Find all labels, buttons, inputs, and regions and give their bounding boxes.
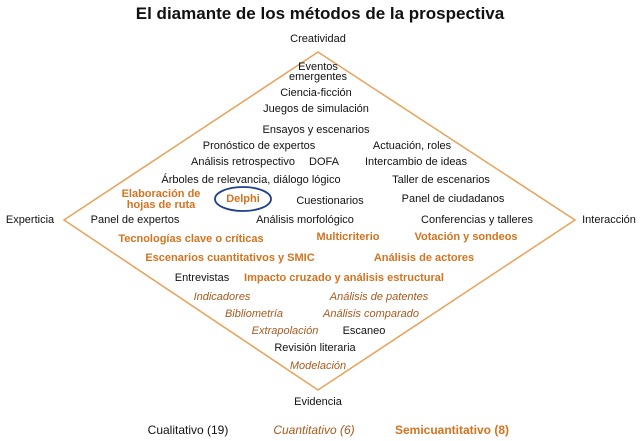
- method-elaboracion-hojas-ruta-line2: hojas de ruta: [126, 199, 196, 211]
- method-eventos: Eventos: [298, 61, 338, 73]
- method-taller-escenarios: Taller de escenarios: [392, 174, 490, 186]
- method-escaneo: Escaneo: [342, 325, 386, 337]
- axis-top-creatividad: Creatividad: [290, 33, 346, 45]
- method-modelacion: Modelación: [289, 360, 347, 372]
- method-arboles-relevancia: Árboles de relevancia, diálogo lógico: [161, 174, 341, 186]
- method-impacto-cruzado: Impacto cruzado y análisis estructural: [244, 272, 444, 284]
- method-actuacion-roles: Actuación, roles: [372, 140, 452, 152]
- method-panel-expertos: Panel de expertos: [90, 214, 180, 226]
- method-votacion-sondeos: Votación y sondeos: [414, 231, 518, 243]
- method-intercambio-ideas: Intercambio de ideas: [364, 156, 468, 168]
- legend-cualitativo: Cualitativo (19): [147, 423, 229, 437]
- method-entrevistas: Entrevistas: [174, 272, 230, 284]
- method-analisis-actores: Análisis de actores: [373, 252, 475, 264]
- method-emergentes: emergentes: [288, 71, 348, 83]
- axis-bottom-evidencia: Evidencia: [294, 396, 342, 408]
- method-escenarios-smic: Escenarios cuantitativos y SMIC: [145, 252, 315, 264]
- method-ciencia-ficcion: Ciencia-ficción: [280, 87, 352, 99]
- method-tecnologias-clave: Tecnologías clave o críticas: [118, 233, 264, 245]
- method-analisis-comparado: Análisis comparado: [323, 308, 419, 320]
- method-indicadores: Indicadores: [193, 291, 251, 303]
- method-cuestionarios: Cuestionarios: [296, 195, 364, 207]
- method-analisis-retrospectivo: Análisis retrospectivo: [191, 156, 295, 168]
- axis-right-interaccion: Interacción: [582, 214, 636, 226]
- method-extrapolacion: Extrapolación: [251, 325, 319, 337]
- method-delphi: Delphi: [226, 193, 260, 205]
- method-pronostico-expertos: Pronóstico de expertos: [202, 140, 316, 152]
- method-conferencias-talleres: Conferencias y talleres: [421, 214, 533, 226]
- method-juegos-simulacion: Juegos de simulación: [263, 103, 369, 115]
- method-multicriterio: Multicriterio: [316, 231, 380, 243]
- axis-left-experticia: Experticia: [5, 214, 55, 226]
- method-analisis-patentes: Análisis de patentes: [329, 291, 429, 303]
- method-analisis-morfologico: Análisis morfológico: [256, 214, 354, 226]
- legend-semicuantitativo: Semicuantitativo (8): [394, 423, 510, 437]
- method-revision-literaria: Revisión literaria: [274, 342, 356, 354]
- method-panel-ciudadanos: Panel de ciudadanos: [401, 193, 505, 205]
- method-elaboracion-hojas-ruta-line1: Elaboración de: [121, 188, 201, 200]
- legend-cuantitativo: Cuantitativo (6): [273, 423, 355, 437]
- method-dofa: DOFA: [309, 156, 339, 168]
- method-bibliometria: Bibliometría: [224, 308, 284, 320]
- method-ensayos-escenarios: Ensayos y escenarios: [262, 124, 370, 136]
- page-title: El diamante de los métodos de la prospectiva: [135, 4, 505, 23]
